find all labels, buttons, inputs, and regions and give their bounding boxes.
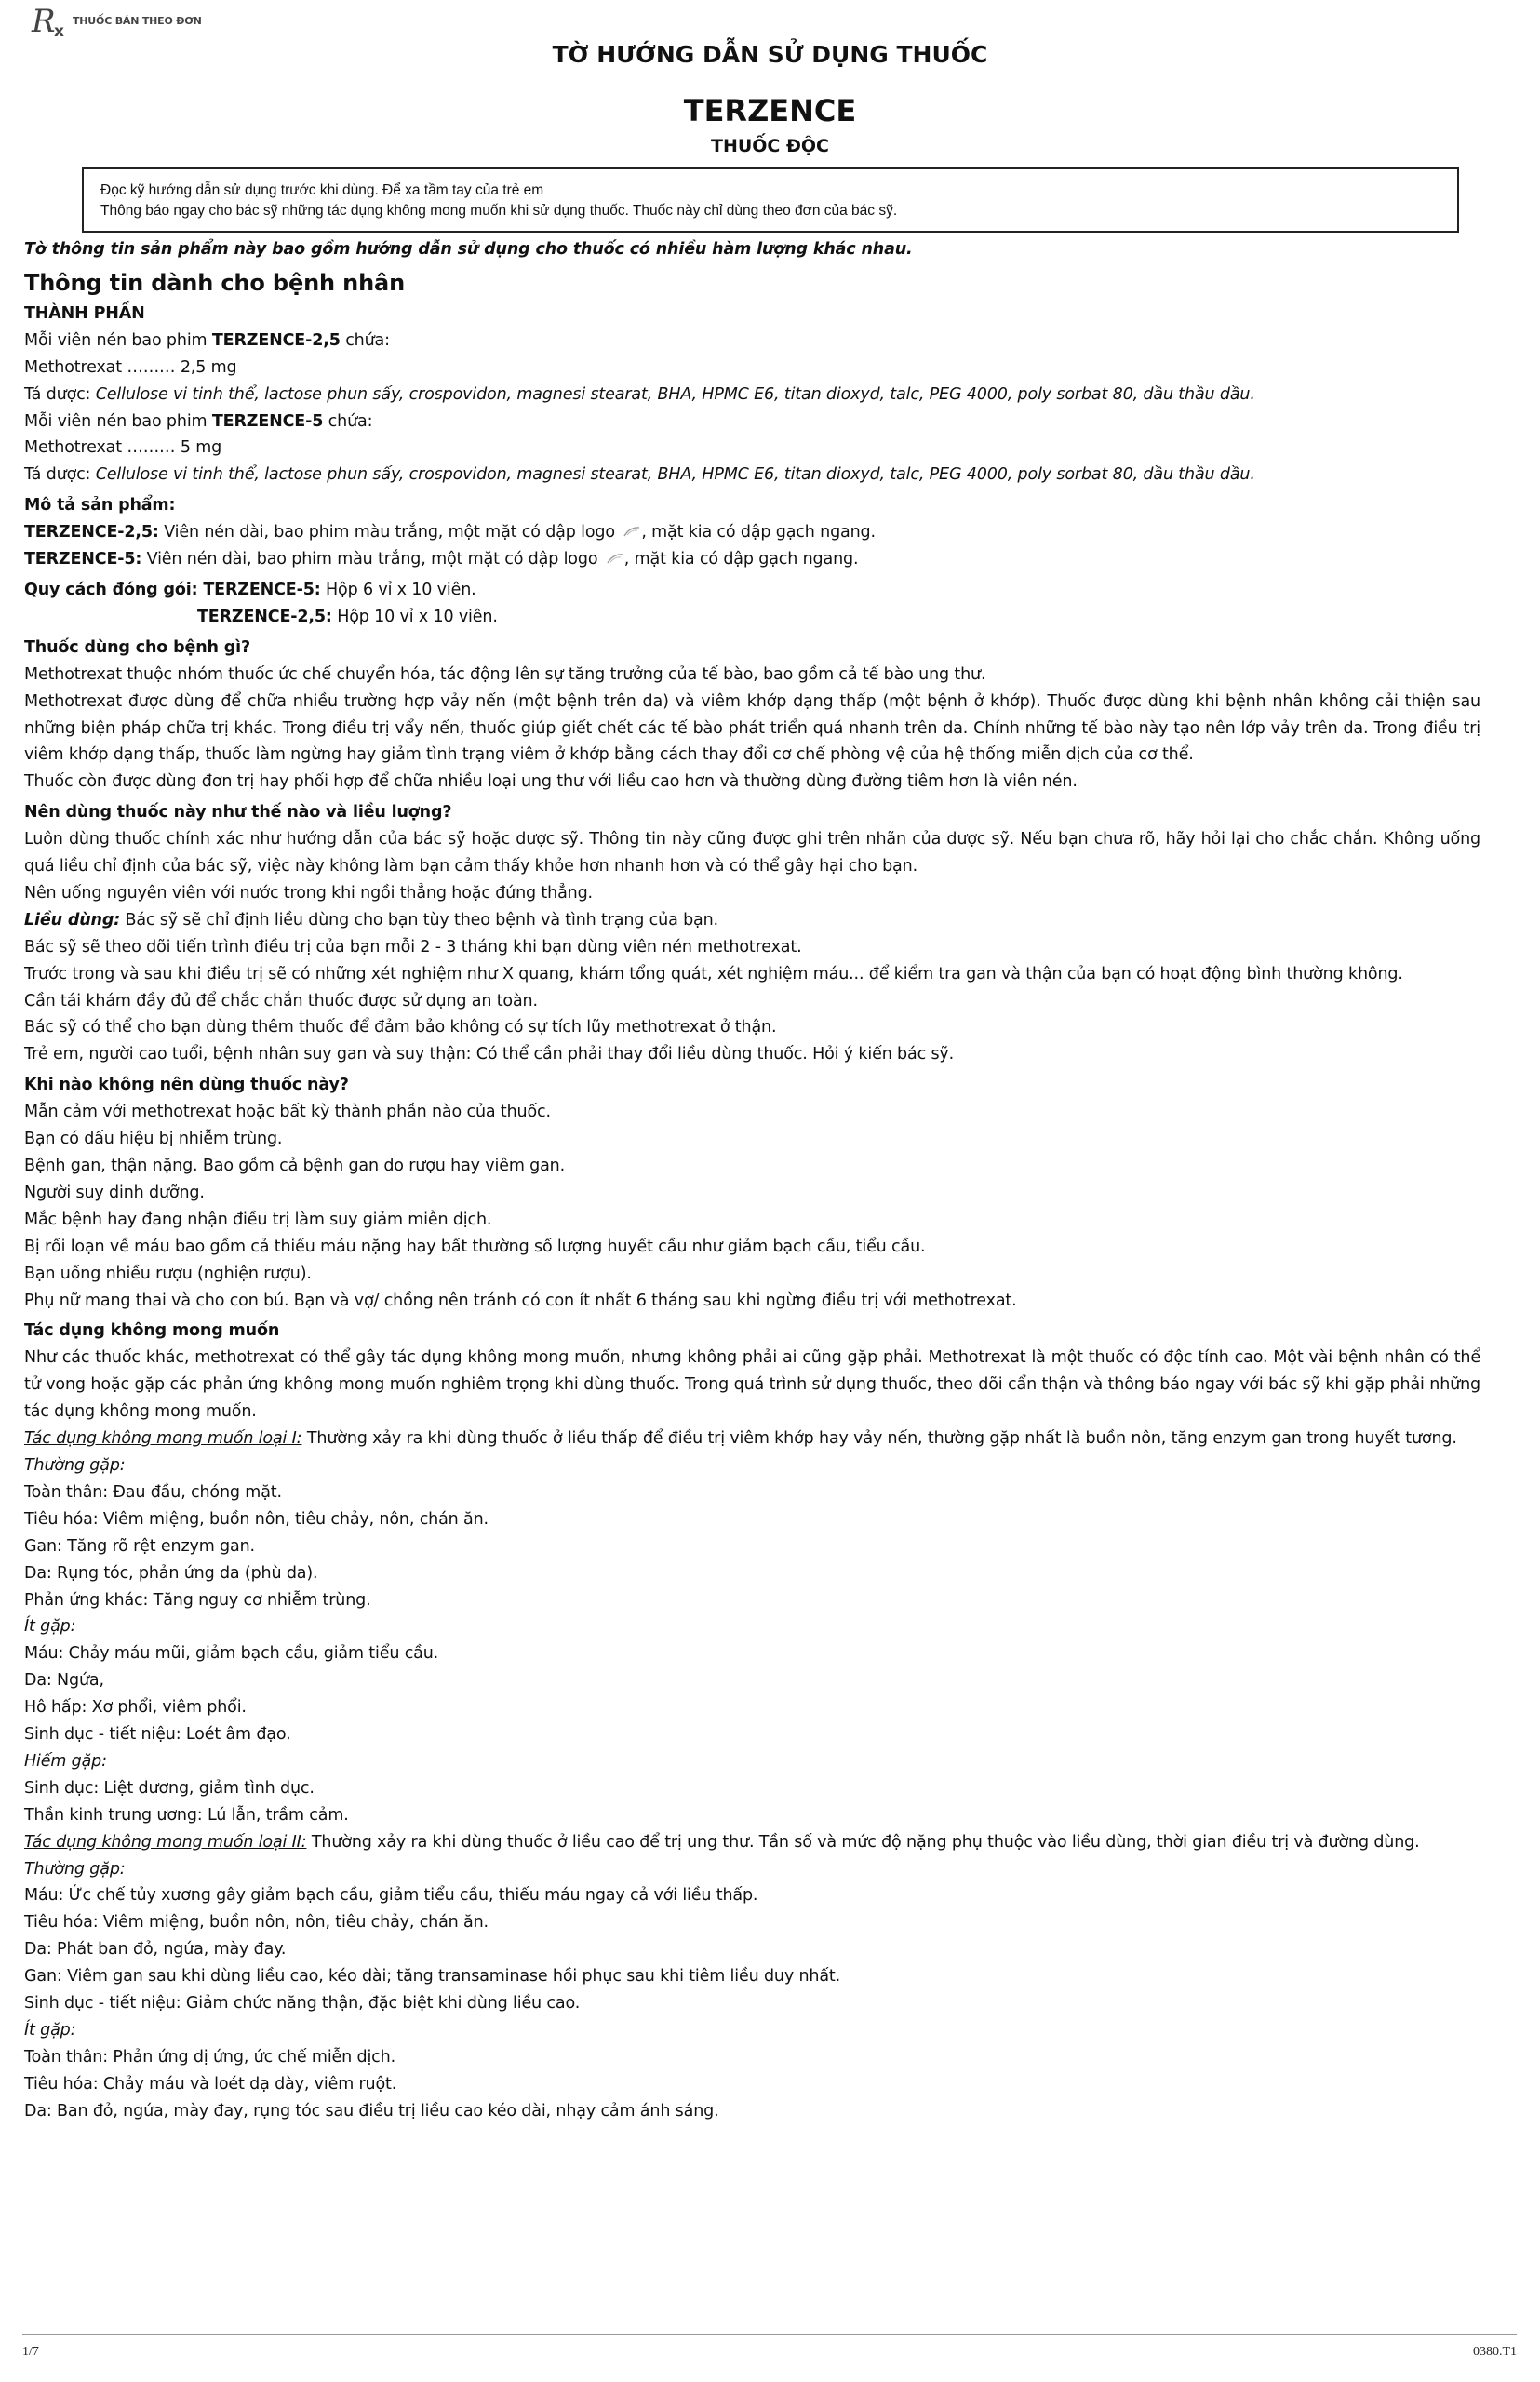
side-effect-item: Máu: Ức chế tủy xương gây giảm bạch cầu, giảm tiểu cầu, thiếu máu ngay cả với liều thấp. xyxy=(24,1886,758,1906)
frequency-label: Hiếm gặp: xyxy=(24,1751,107,1771)
dosage-paragraph: Trẻ em, người cao tuổi, bệnh nhân suy gan và suy thận: Có thể cần phải thay đổi liều dùng thuốc. Hỏi ý kiến bác sỹ. xyxy=(24,1045,955,1064)
description-heading: Mô tả sản phẩm: xyxy=(24,496,176,515)
side-effect-item: Sinh dục - tiết niệu: Giảm chức năng thận, đặc biệt khi dùng liều cao. xyxy=(24,1994,581,2014)
side-effect-item: Toàn thân: Phản ứng dị ứng, ức chế miễn dịch. xyxy=(24,2047,395,2067)
side-effect-item: Da: Ban đỏ, ngứa, mày đay, rụng tóc sau điều trị liều cao kéo dài, nhạy cảm ánh sáng. xyxy=(24,2101,719,2121)
dosage-paragraph: Nên uống nguyên viên với nước trong khi ngồi thẳng hoặc đứng thẳng. xyxy=(24,883,593,903)
product-name: TERZENCE xyxy=(683,93,857,128)
composition-active: Methotrexat ……… 5 mg xyxy=(24,438,222,458)
side-effect-item: Tiêu hóa: Chảy máu và loét dạ dày, viêm ruột. xyxy=(24,2074,397,2094)
indication-paragraph: Methotrexat thuộc nhóm thuốc ức chế chuyển hóa, tác động lên sự tăng trưởng của tế bào, bao gồm cả tế bào ung thư. xyxy=(24,664,986,684)
side-effect-item: Toàn thân: Đau đầu, chóng mặt. xyxy=(24,1482,282,1502)
tablet-logo-icon xyxy=(623,525,641,538)
side-effects-type1: Tác dụng không mong muốn loại I: Thường xảy ra khi dùng thuốc ở liều thấp để điều trị viêm khớp hay vảy nến, thường gặp nhất là buồn nôn, tăng enzym gan trong huyết tương. xyxy=(24,1429,1457,1449)
indication-paragraph: Thuốc còn được dùng đơn trị hay phối hợp để chữa nhiều loại ung thư với liều cao hơn và thường dùng đường tiêm hơn là viên nén. xyxy=(24,772,1078,792)
tablet-logo-icon xyxy=(606,552,624,565)
side-effect-item: Da: Rụng tóc, phản ứng da (phù da). xyxy=(24,1563,318,1583)
product-classification: THUỐC ĐỘC xyxy=(710,136,830,156)
warning-notice-box xyxy=(82,167,1459,233)
contraindication-item: Phụ nữ mang thai và cho con bú. Bạn và vợ/ chồng nên tránh có con ít nhất 6 tháng sau khi ngừng điều trị với methotrexat. xyxy=(24,1291,1017,1310)
dosage-paragraph: Bác sỹ có thể cho bạn dùng thêm thuốc để đảm bảo không có sự tích lũy methotrexat ở thận. xyxy=(24,1018,777,1037)
side-effect-item: Sinh dục - tiết niệu: Loét âm đạo. xyxy=(24,1725,291,1745)
contraindication-item: Bệnh gan, thận nặng. Bao gồm cả bệnh gan do rượu hay viêm gan. xyxy=(24,1157,566,1175)
frequency-label: Ít gặp: xyxy=(24,2021,76,2040)
side-effect-item: Gan: Viêm gan sau khi dùng liều cao, kéo dài; tăng transaminase hồi phục sau khi tiêm liều duy nhất. xyxy=(24,1967,841,1987)
dosage-heading: Nên dùng thuốc này như thế nào và liều lượng? xyxy=(24,803,452,823)
side-effect-item: Tiêu hóa: Viêm miệng, buồn nôn, nôn, tiêu chảy, chán ăn. xyxy=(24,1913,489,1933)
dosage-paragraph: Trước trong và sau khi điều trị sẽ có những xét nghiệm như X quang, khám tổng quát, xét nghiệm máu... để kiểm tra gan và thận của bạn có hoạt động bình thường không. xyxy=(24,964,1403,984)
indication-heading: Thuốc dùng cho bệnh gì? xyxy=(24,637,250,657)
description-line: TERZENCE-2,5: Viên nén dài, bao phim màu trắng, một mặt có dập logo , mặt kia có dập gạch ngang. xyxy=(24,523,876,542)
dosage-paragraph: Luôn dùng thuốc chính xác như hướng dẫn của bác sỹ hoặc dược sỹ. Thông tin này cũng được ghi trên nhãn của dược sỹ. Nếu bạn chưa rõ, hãy hỏi lại cho chắc chắn. Không uống quá liều chỉ định của bác sỹ, việc này không làm bạn cảm thấy khỏe hơn nhanh hơn và có thể gây hại cho bạn. xyxy=(24,830,1480,877)
contraindication-item: Người suy dinh dưỡng. xyxy=(24,1183,205,1202)
frequency-label: Ít gặp: xyxy=(24,1617,76,1637)
side-effect-item: Tiêu hóa: Viêm miệng, buồn nôn, tiêu chảy, nôn, chán ăn. xyxy=(24,1509,489,1529)
side-effect-item: Da: Ngứa, xyxy=(24,1671,104,1691)
notice-line: Đọc kỹ hướng dẫn sử dụng trước khi dùng. Để xa tầm tay của trẻ em xyxy=(100,182,544,198)
document-title: TỜ HƯỚNG DẪN SỬ DỤNG THUỐC xyxy=(552,41,988,68)
page-number: 1/7 xyxy=(22,2345,39,2359)
packaging-line: Quy cách đóng gói: TERZENCE-5: Hộp 6 vỉ x 10 viên. xyxy=(24,580,476,599)
notice-line: Thông báo ngay cho bác sỹ những tác dụng không mong muốn khi sử dụng thuốc. Thuốc này chỉ dùng theo đơn của bác sỹ. xyxy=(100,203,898,219)
composition-heading: THÀNH PHẦN xyxy=(24,303,145,323)
contraindication-item: Mẫn cảm với methotrexat hoặc bất kỳ thành phần nào của thuốc. xyxy=(24,1103,551,1122)
dosage-paragraph: Liều dùng: Bác sỹ sẽ chỉ định liều dùng cho bạn tùy theo bệnh và tình trạng của bạn. xyxy=(24,910,718,930)
side-effect-item: Phản ứng khác: Tăng nguy cơ nhiễm trùng. xyxy=(24,1590,371,1610)
side-effect-item: Gan: Tăng rõ rệt enzym gan. xyxy=(24,1536,255,1556)
rx-label: THUỐC BÁN THEO ĐƠN xyxy=(73,15,202,27)
rx-logo xyxy=(32,3,246,43)
composition-active: Methotrexat ……… 2,5 mg xyxy=(24,357,237,377)
contraindication-item: Bạn có dấu hiệu bị nhiễm trùng. xyxy=(24,1130,283,1149)
contraindication-heading: Khi nào không nên dùng thuốc này? xyxy=(24,1076,349,1095)
side-effects-heading: Tác dụng không mong muốn xyxy=(24,1321,280,1341)
rx-symbol: R xyxy=(32,3,56,40)
frequency-label: Thường gặp: xyxy=(24,1859,126,1879)
dosage-paragraph: Cần tái khám đầy đủ để chắc chắn thuốc được sử dụng an toàn. xyxy=(24,991,538,1010)
side-effects-type2: Tác dụng không mong muốn loại II: Thường xảy ra khi dùng thuốc ở liều cao để trị ung thư. Tần số và mức độ nặng phụ thuộc vào liều dùng, thời gian điều trị và đường dùng. xyxy=(24,1832,1420,1852)
contraindication-item: Mắc bệnh hay đang nhận điều trị làm suy giảm miễn dịch. xyxy=(24,1210,492,1229)
dosage-paragraph: Bác sỹ sẽ theo dõi tiến trình điều trị của bạn mỗi 2 - 3 tháng khi bạn dùng viên nén methotrexat. xyxy=(24,937,802,957)
composition-line: Mỗi viên nén bao phim TERZENCE-5 chứa: xyxy=(24,411,373,431)
contraindication-item: Bạn uống nhiều rượu (nghiện rượu). xyxy=(24,1264,312,1283)
rx-subscript: x xyxy=(54,22,64,41)
footer-divider xyxy=(22,2334,1517,2335)
side-effect-item: Sinh dục: Liệt dương, giảm tình dục. xyxy=(24,1778,315,1798)
leaflet-body xyxy=(24,236,1480,2125)
composition-excipients: Tá dược: Cellulose vi tinh thể, lactose phun sấy, crospovidon, magnesi stearat, BHA, HPMC E6, titan dioxyd, talc, PEG 4000, poly sorbat 80, dầu thầu dầu. xyxy=(24,465,1255,485)
intro-statement: Tờ thông tin sản phẩm này bao gồm hướng dẫn sử dụng cho thuốc có nhiều hàm lượng khác nhau. xyxy=(24,240,913,259)
patient-info-title: Thông tin dành cho bệnh nhân xyxy=(24,269,406,296)
packaging-line: TERZENCE-2,5: Hộp 10 vỉ x 10 viên. xyxy=(197,607,498,626)
side-effect-item: Hô hấp: Xơ phổi, viêm phổi. xyxy=(24,1698,247,1718)
side-effects-intro: Như các thuốc khác, methotrexat có thể gây tác dụng không mong muốn, nhưng không phải ai cũng gặp phải. Methotrexat là một thuốc có độc tính cao. Một vài bệnh nhân có thể tử vong hoặc gặp các phản ứng không mong muốn nghiêm trọng khi dùng thuốc. Trong quá trình sử dụng thuốc, theo dõi cẩn thận và thông báo ngay với bác sỹ khi gặp phải những tác dụng không mong muốn. xyxy=(24,1348,1480,1422)
description-line: TERZENCE-5: Viên nén dài, bao phim màu trắng, một mặt có dập logo , mặt kia có dập gạch ngang. xyxy=(24,550,859,569)
composition-excipients: Tá dược: Cellulose vi tinh thể, lactose phun sấy, crospovidon, magnesi stearat, BHA, HPMC E6, titan dioxyd, talc, PEG 4000, poly sorbat 80, dầu thầu dầu. xyxy=(24,384,1255,404)
composition-line: Mỗi viên nén bao phim TERZENCE-2,5 chứa: xyxy=(24,330,390,350)
document-code: 0380.T1 xyxy=(1472,2345,1517,2359)
contraindication-item: Bị rối loạn về máu bao gồm cả thiếu máu nặng hay bất thường số lượng huyết cầu như giảm bạch cầu, tiểu cầu. xyxy=(24,1237,926,1256)
side-effect-item: Da: Phát ban đỏ, ngứa, mày đay. xyxy=(24,1940,287,1960)
side-effect-item: Thần kinh trung ương: Lú lẫn, trầm cảm. xyxy=(24,1805,349,1825)
frequency-label: Thường gặp: xyxy=(24,1455,126,1475)
indication-paragraph: Methotrexat được dùng để chữa nhiều trường hợp vảy nến (một bệnh trên da) và viêm khớp dạng thấp (một bệnh ở khớp). Thuốc được dùng khi bệnh nhân không cải thiện sau những biện pháp chữa trị khác. Trong điều trị vẩy nến, thuốc giúp giết chết các tế bào phát triển quá nhanh trên da. Chính những tế bào này tạo nên lớp vảy trên da. Trong điều trị viêm khớp dạng thấp, thuốc làm ngừng hay giảm tình trạng viêm ở khớp bằng cách thay đổi cơ chế phòng vệ của hệ thống miễn dịch của cơ thể. xyxy=(24,691,1480,765)
side-effect-item: Máu: Chảy máu mũi, giảm bạch cầu, giảm tiểu cầu. xyxy=(24,1644,439,1664)
